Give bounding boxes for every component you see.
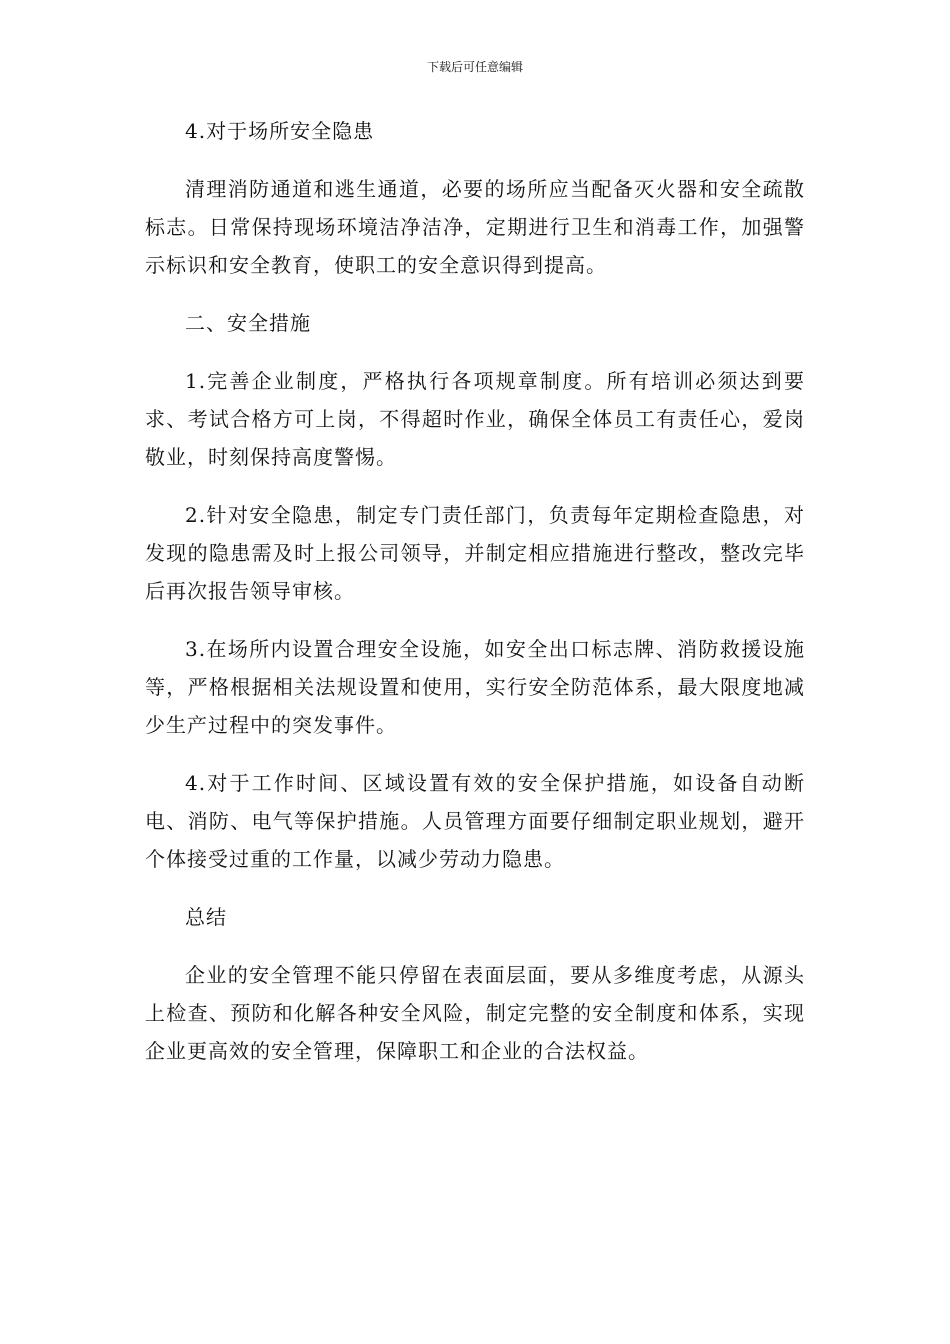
item4-heading: 4.对于场所安全隐患 <box>185 119 375 143</box>
measure3-paragraph: 3.在场所内设置合理安全设施，如安全出口标志牌、消防救援设施等，严格根据相关法规设置和使用，实行安全防范体系，最大限度地减少生产过程中的突发事件。 <box>145 637 805 737</box>
measure1-paragraph: 1.完善企业制度，严格执行各项规章制度。所有培训必须达到要求、考试合格方可上岗，不得超时作业，确保全体员工有责任心，爱岗敬业，时刻保持高度警惕。 <box>145 369 805 469</box>
document-body <box>145 112 805 1090</box>
item4-paragraph: 清理消防通道和逃生通道，必要的场所应当配备灭火器和安全疏散标志。日常保持现场环境洁净洁净，定期进行卫生和消毒工作，加强警示标识和安全教育，使职工的安全意识得到提高。 <box>145 177 805 277</box>
summary-heading: 总结 <box>185 905 227 929</box>
section2-heading: 二、安全措施 <box>185 311 311 335</box>
measure2-paragraph: 2.针对安全隐患，制定专门责任部门，负责每年定期检查隐患，对发现的隐患需及时上报公司领导，并制定相应措施进行整改，整改完毕后再次报告领导审核。 <box>145 503 805 603</box>
summary-paragraph: 企业的安全管理不能只停留在表面层面，要从多维度考虑，从源头上检查、预防和化解各种安全风险，制定完整的安全制度和体系，实现企业更高效的安全管理，保障职工和企业的合法权益。 <box>145 963 805 1063</box>
measure4-paragraph: 4.对于工作时间、区域设置有效的安全保护措施，如设备自动断电、消防、电气等保护措施。人员管理方面要仔细制定职业规划，避开个体接受过重的工作量，以减少劳动力隐患。 <box>145 771 805 871</box>
header-note: 下载后可任意编辑 <box>426 60 523 74</box>
